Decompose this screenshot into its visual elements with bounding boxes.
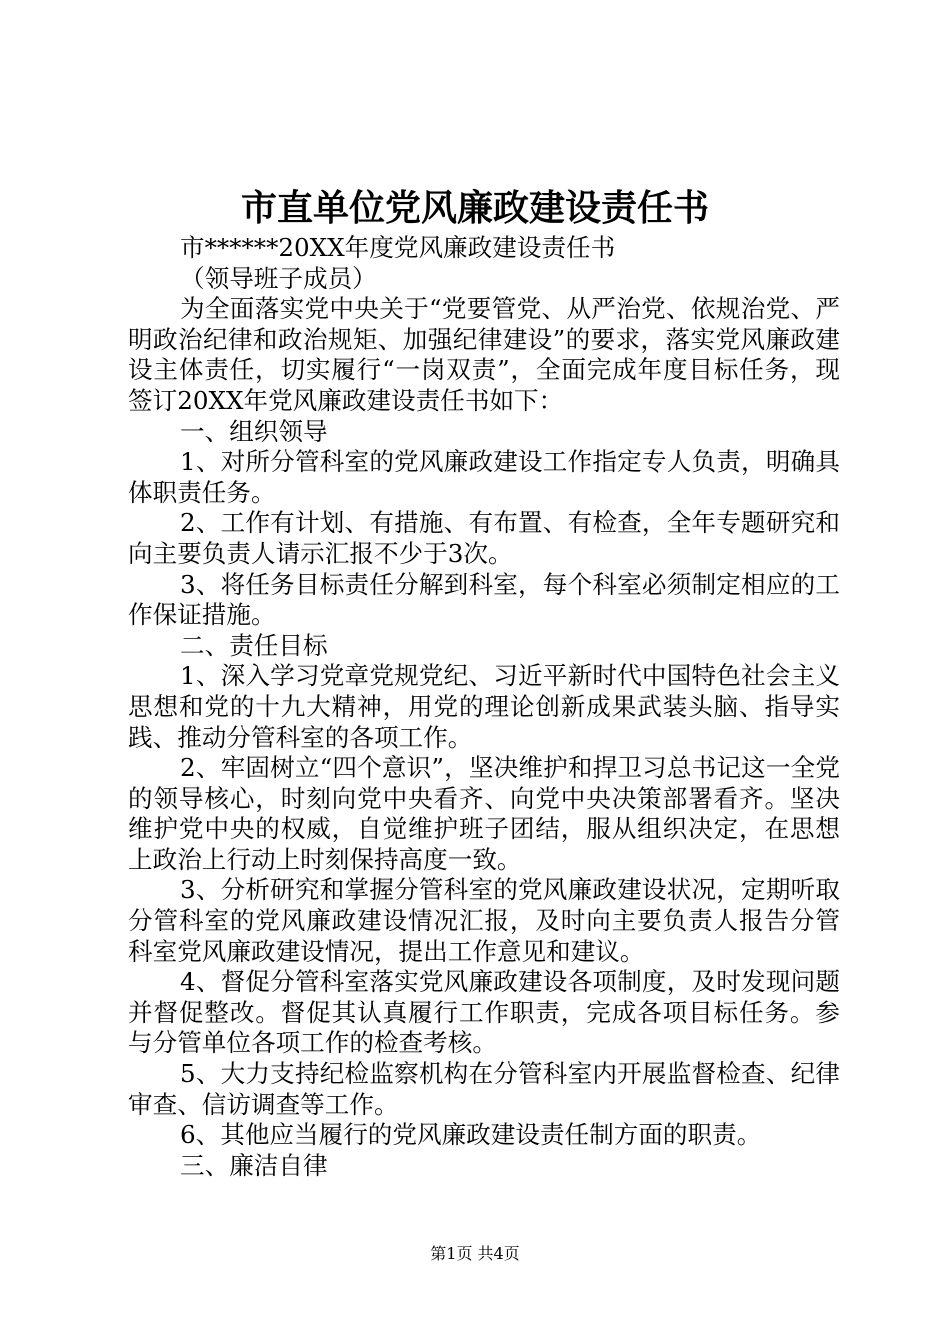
paragraph: 2、牢固树立“四个意识”，坚决维护和捍卫习总书记这一全党的领导核心，时刻向党中央看齐、向党中央决策部署看齐。坚决维护党中央的权威，自觉维护班子团结，服从组织决定，在思想上政治上行动上时刻保持高度一致。: [128, 753, 840, 874]
paragraph: 6、其他应当履行的党风廉政建设责任制方面的职责。: [180, 1120, 762, 1150]
paragraph: 5、大力支持纪检监察机构在分管科室内开展监督检查、纪律审查、信访调查等工作。: [128, 1059, 840, 1119]
subtitle-line: 市******20XX年度党风廉政建设责任书: [180, 233, 616, 262]
paragraph: 4、督促分管科室落实党风廉政建设各项制度，及时发现问题并督促整改。督促其认真履行工作职责，完成各项目标任务。参与分管单位各项工作的检查考核。: [128, 967, 840, 1058]
paragraph: 2、工作有计划、有措施、有布置、有检查，全年专题研究和向主要负责人请示汇报不少于3次。: [128, 508, 840, 568]
paragraph: 3、将任务目标责任分解到科室，每个科室必须制定相应的工作保证措施。: [128, 569, 840, 630]
section-heading: 二、责任目标: [180, 630, 328, 660]
section-heading: 三、廉洁自律: [180, 1150, 328, 1180]
paragraph: 3、分析研究和掌握分管科室的党风廉政建设状况，定期听取分管科室的党风廉政建设情况汇报，及时向主要负责人报告分管科室党风廉政建设情况，提出工作意见和建议。: [128, 875, 840, 966]
paragraph: 1、对所分管科室的党风廉政建设工作指定专人负责，明确具体职责任务。: [128, 447, 840, 507]
paragraph: 为全面落实党中央关于“党要管党、从严治党、依规治党、严明政治纪律和政治规矩、加强纪律建设”的要求，落实党风廉政建设主体责任，切实履行“一岗双责”，全面完成年度目标任务，现签订20XX年党风廉政建设责任书如下：: [128, 294, 840, 415]
page-footer: 第1页 共4页: [430, 1244, 520, 1263]
role-line: （领导班子成员）: [180, 263, 377, 293]
paragraph: 1、深入学习党章党规党纪、习近平新时代中国特色社会主义思想和党的十九大精神，用党的理论创新成果武装头脑、指导实践、推动分管科室的各项工作。: [128, 661, 840, 752]
section-heading: 一、组织领导: [180, 416, 328, 446]
document-title: 市直单位党风廉政建设责任书: [240, 187, 709, 229]
document-body: [128, 233, 840, 1181]
